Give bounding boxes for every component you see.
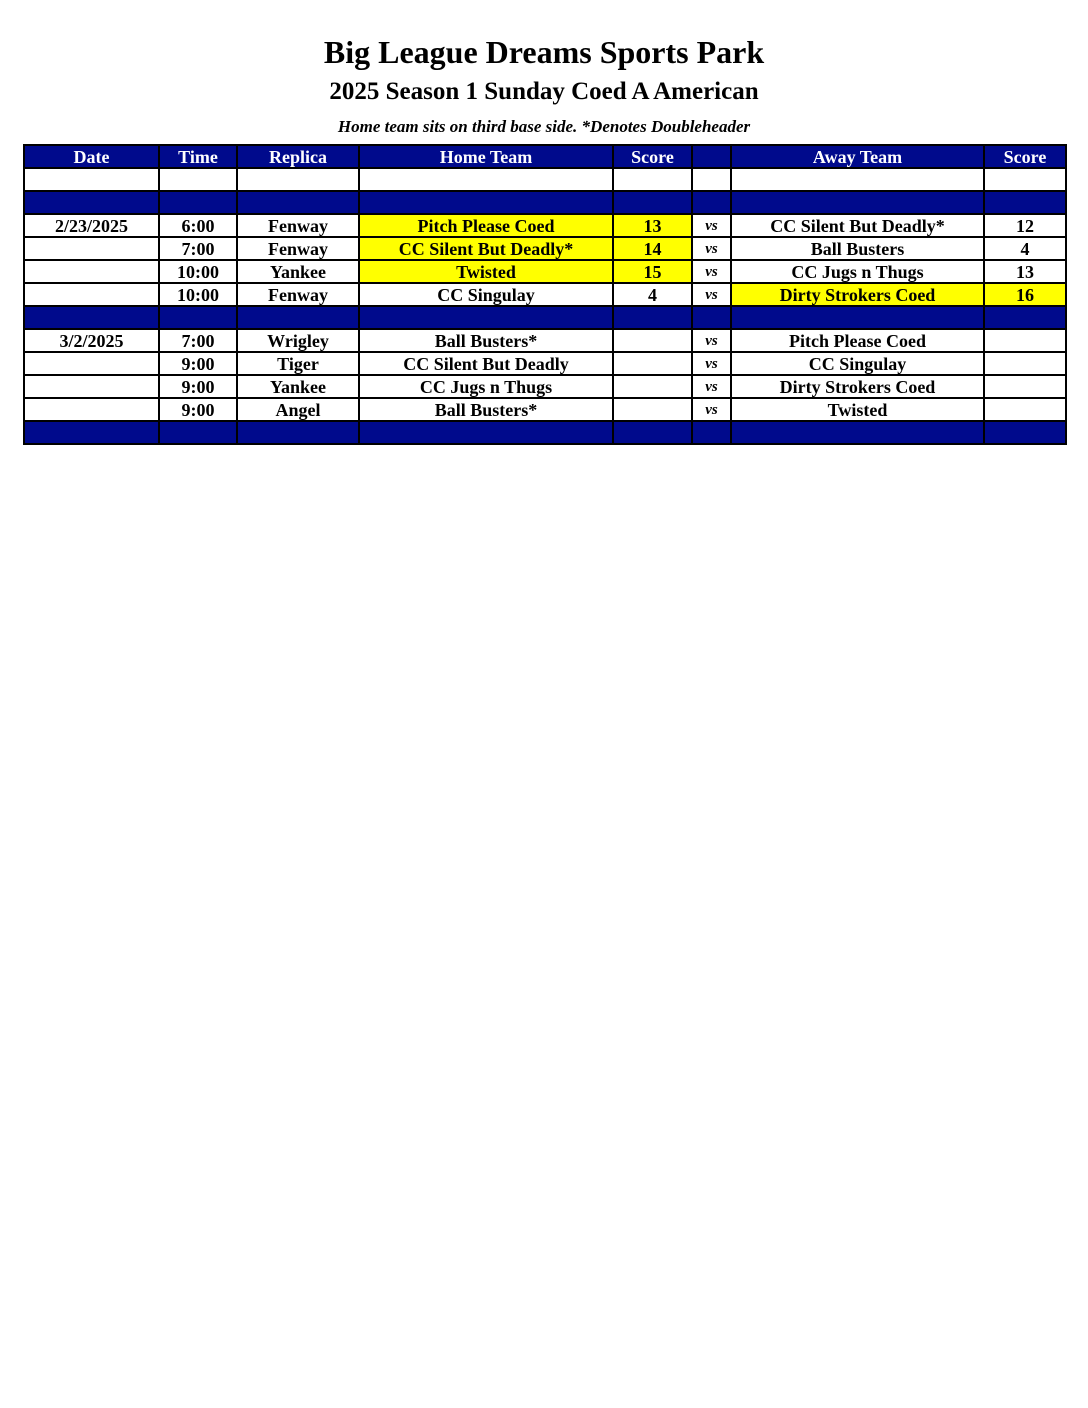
empty-cell (984, 191, 1066, 214)
time-cell: 9:00 (159, 375, 237, 398)
home-score-cell (613, 329, 692, 352)
col-header-date: Date (24, 145, 159, 168)
vs-label: vs (692, 260, 731, 283)
away-score-cell (984, 329, 1066, 352)
away-score-cell: 12 (984, 214, 1066, 237)
replica-cell: Fenway (237, 283, 359, 306)
away-team-cell: Dirty Strokers Coed (731, 375, 984, 398)
home-score-cell (613, 398, 692, 421)
week-divider (24, 421, 1066, 444)
home-score-cell (613, 352, 692, 375)
col-header-time: Time (159, 145, 237, 168)
empty-cell (613, 306, 692, 329)
week-divider (24, 306, 1066, 329)
game-row (24, 283, 1066, 306)
home-team-cell: Ball Busters* (359, 329, 613, 352)
empty-cell (237, 168, 359, 191)
page-title: Big League Dreams Sports Park (323, 34, 765, 70)
empty-cell (159, 168, 237, 191)
home-team-cell: CC Silent But Deadly* (359, 237, 613, 260)
empty-cell (359, 421, 613, 444)
away-score-cell: 16 (984, 283, 1066, 306)
empty-cell (159, 306, 237, 329)
schedule-table (23, 144, 1067, 445)
empty-cell (731, 191, 984, 214)
away-team-cell: Pitch Please Coed (731, 329, 984, 352)
home-team-cell: Pitch Please Coed (359, 214, 613, 237)
game-row (24, 398, 1066, 421)
time-cell: 9:00 (159, 398, 237, 421)
date-cell (24, 398, 159, 421)
empty-cell (237, 421, 359, 444)
empty-cell (24, 168, 159, 191)
empty-cell (237, 191, 359, 214)
schedule-body (24, 168, 1066, 444)
replica-cell: Fenway (237, 237, 359, 260)
col-header-away-score: Score (984, 145, 1066, 168)
home-team-cell: Twisted (359, 260, 613, 283)
empty-cell (24, 421, 159, 444)
empty-cell (984, 168, 1066, 191)
col-header-replica: Replica (237, 145, 359, 168)
schedule-note: Home team sits on third base side. *Denotes Doubleheader (337, 117, 751, 136)
home-score-cell: 13 (613, 214, 692, 237)
empty-cell (692, 421, 731, 444)
away-score-cell: 13 (984, 260, 1066, 283)
blank-row (24, 168, 1066, 191)
date-cell: 2/23/2025 (24, 214, 159, 237)
away-score-cell (984, 352, 1066, 375)
page-subtitle: 2025 Season 1 Sunday Coed A American (329, 78, 759, 105)
empty-cell (613, 421, 692, 444)
empty-cell (731, 306, 984, 329)
date-cell: 3/2/2025 (24, 329, 159, 352)
game-row (24, 237, 1066, 260)
away-team-cell: CC Jugs n Thugs (731, 260, 984, 283)
away-team-cell: CC Singulay (731, 352, 984, 375)
vs-label: vs (692, 398, 731, 421)
time-cell: 9:00 (159, 352, 237, 375)
away-team-cell: CC Silent But Deadly* (731, 214, 984, 237)
time-cell: 7:00 (159, 329, 237, 352)
time-cell: 10:00 (159, 260, 237, 283)
empty-cell (359, 168, 613, 191)
replica-cell: Yankee (237, 260, 359, 283)
game-row (24, 375, 1066, 398)
week-divider (24, 191, 1066, 214)
empty-cell (984, 306, 1066, 329)
vs-label: vs (692, 329, 731, 352)
home-score-cell: 4 (613, 283, 692, 306)
empty-cell (24, 191, 159, 214)
away-score-cell: 4 (984, 237, 1066, 260)
empty-cell (613, 168, 692, 191)
replica-cell: Tiger (237, 352, 359, 375)
header-row (24, 145, 1066, 168)
replica-cell: Yankee (237, 375, 359, 398)
home-team-cell: CC Jugs n Thugs (359, 375, 613, 398)
vs-label: vs (692, 283, 731, 306)
empty-cell (159, 421, 237, 444)
home-team-cell: Ball Busters* (359, 398, 613, 421)
empty-cell (359, 306, 613, 329)
vs-label: vs (692, 214, 731, 237)
time-cell: 6:00 (159, 214, 237, 237)
col-header-vs (692, 145, 731, 168)
home-team-cell: CC Silent But Deadly (359, 352, 613, 375)
away-team-cell: Dirty Strokers Coed (731, 283, 984, 306)
empty-cell (731, 421, 984, 444)
home-score-cell: 15 (613, 260, 692, 283)
col-header-home-score: Score (613, 145, 692, 168)
replica-cell: Wrigley (237, 329, 359, 352)
empty-cell (692, 191, 731, 214)
col-header-home-team: Home Team (359, 145, 613, 168)
empty-cell (359, 191, 613, 214)
game-row (24, 214, 1066, 237)
game-row (24, 260, 1066, 283)
replica-cell: Angel (237, 398, 359, 421)
empty-cell (24, 306, 159, 329)
date-cell (24, 260, 159, 283)
time-cell: 10:00 (159, 283, 237, 306)
replica-cell: Fenway (237, 214, 359, 237)
away-team-cell: Ball Busters (731, 237, 984, 260)
empty-cell (692, 306, 731, 329)
date-cell (24, 375, 159, 398)
home-score-cell (613, 375, 692, 398)
vs-label: vs (692, 375, 731, 398)
col-header-away-team: Away Team (731, 145, 984, 168)
date-cell (24, 352, 159, 375)
home-team-cell: CC Singulay (359, 283, 613, 306)
empty-cell (159, 191, 237, 214)
away-score-cell (984, 398, 1066, 421)
empty-cell (984, 421, 1066, 444)
date-cell (24, 237, 159, 260)
empty-cell (692, 168, 731, 191)
vs-label: vs (692, 352, 731, 375)
away-score-cell (984, 375, 1066, 398)
away-team-cell: Twisted (731, 398, 984, 421)
game-row (24, 352, 1066, 375)
vs-label: vs (692, 237, 731, 260)
home-score-cell: 14 (613, 237, 692, 260)
empty-cell (613, 191, 692, 214)
time-cell: 7:00 (159, 237, 237, 260)
date-cell (24, 283, 159, 306)
empty-cell (731, 168, 984, 191)
empty-cell (237, 306, 359, 329)
game-row (24, 329, 1066, 352)
